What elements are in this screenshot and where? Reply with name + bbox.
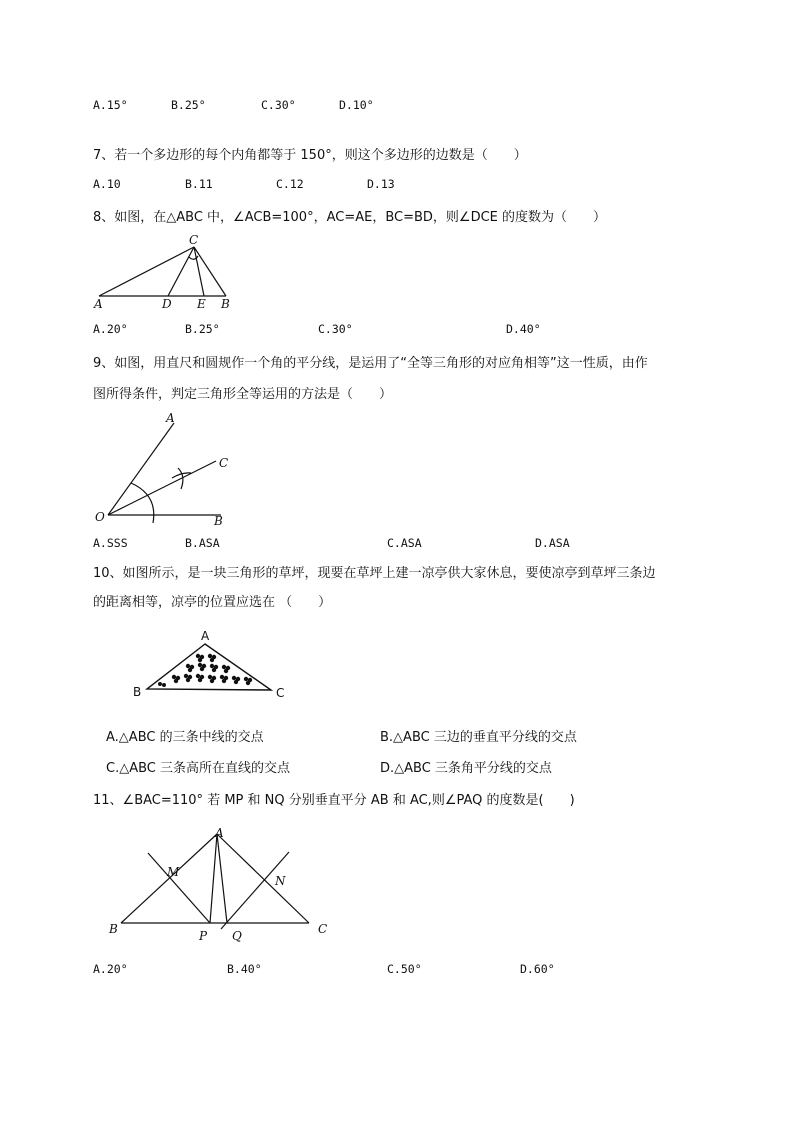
q10-option-b: B.△ABC 三边的垂直平分线的交点: [380, 730, 577, 745]
q10-option-a: A.△ABC 的三条中线的交点: [106, 730, 264, 745]
q11-question: 11、∠BAC=110° 若 MP 和 NQ 分别垂直平分 AB 和 AC,则∠PAQ 的度数是( ): [93, 793, 575, 808]
q9-label-c: C: [219, 456, 229, 470]
q11-option-b: B.40°: [227, 962, 262, 976]
q11-label-a: A: [215, 826, 224, 840]
q8-label-b: B: [221, 297, 230, 311]
q11-label-p: P: [199, 929, 208, 943]
q11-label-q: Q: [232, 929, 242, 943]
q10-question-line1: 10、如图所示，是一块三角形的草坪，现要在草坪上建一凉亭供大家休息，要使凉亭到草坪三条边: [93, 566, 656, 581]
q10-option-d: D.△ABC 三条角平分线的交点: [380, 761, 552, 776]
q8-option-b: B.25°: [185, 322, 220, 336]
q10-label-b: B: [133, 685, 142, 699]
q11-option-c: C.50°: [387, 962, 422, 976]
q9-label-a: A: [166, 411, 175, 425]
q9-question-line1: 9、如图，用直尺和圆规作一个角的平分线，是运用了“全等三角形的对应角相等”这一性质，由作: [93, 356, 648, 371]
q10-option-c: C.△ABC 三条高所在直线的交点: [106, 761, 290, 776]
q8-label-d: D: [162, 297, 172, 311]
q11-label-c: C: [318, 922, 328, 936]
q8-option-a: A.20°: [93, 322, 128, 336]
q9-option-d: D.ASA: [535, 536, 570, 550]
q9-label-b: B: [214, 514, 223, 528]
q6-option-c: C.30°: [261, 98, 296, 112]
q8-label-e: E: [197, 297, 206, 311]
q7-question: 7、若一个多边形的每个内角都等于 150°，则这个多边形的边数是（ ）: [93, 148, 527, 163]
q6-option-d: D.10°: [339, 98, 374, 112]
q8-question: 8、如图，在△ABC 中，∠ACB=100°，AC=AE，BC=BD，则∠DCE 的度数为（ ）: [93, 210, 606, 225]
q7-option-c: C.12: [276, 177, 304, 191]
q6-option-b: B.25°: [171, 98, 206, 112]
q11-label-m: M: [167, 865, 180, 879]
q11-option-d: D.60°: [520, 962, 555, 976]
q6-option-a: A.15°: [93, 98, 128, 112]
q9-label-o: O: [95, 510, 105, 524]
q9-option-b: B.ASA: [185, 536, 220, 550]
q8-option-d: D.40°: [506, 322, 541, 336]
q8-label-a: A: [94, 297, 103, 311]
q10-label-c: C: [276, 686, 285, 700]
q8-option-c: C.30°: [318, 322, 353, 336]
q11-label-n: N: [275, 874, 286, 888]
q9-question-line2: 图所得条件，判定三角形全等运用的方法是（ ）: [93, 387, 393, 402]
q7-option-d: D.13: [367, 177, 395, 191]
q10-question-line2: 的距离相等，凉亭的位置应选在 （ ）: [93, 595, 332, 610]
q9-option-a: A.SSS: [93, 536, 128, 550]
q8-label-c: C: [189, 233, 199, 247]
q9-option-c: C.ASA: [387, 536, 422, 550]
q7-option-a: A.10: [93, 177, 121, 191]
q11-label-b: B: [109, 922, 118, 936]
q11-option-a: A.20°: [93, 962, 128, 976]
q7-option-b: B.11: [185, 177, 213, 191]
q10-label-a: A: [201, 629, 210, 643]
